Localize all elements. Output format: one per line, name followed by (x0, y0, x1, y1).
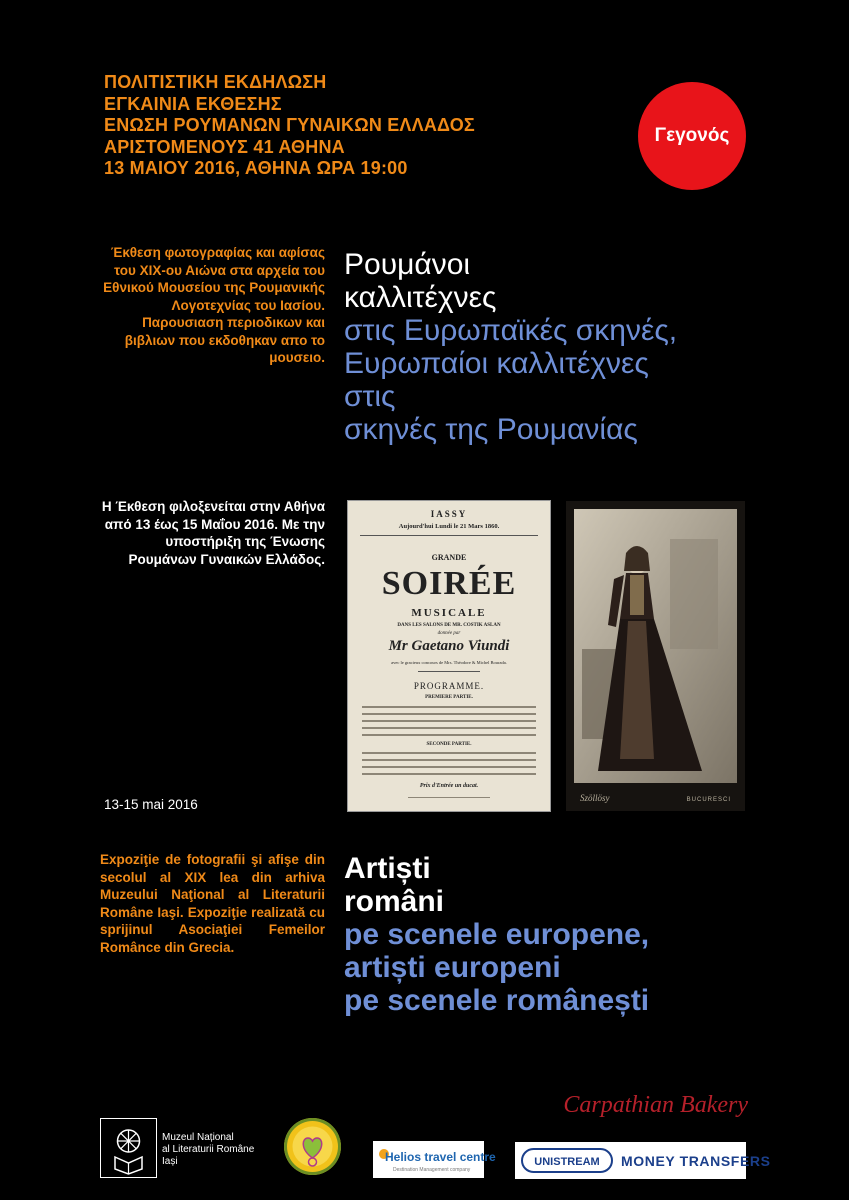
poster-text-line (362, 727, 536, 729)
helios-title: Helios travel centre (385, 1150, 496, 1164)
money-transfers-label: MONEY TRANSFERS (621, 1153, 771, 1169)
poster-text-line (362, 734, 536, 736)
greek-subtitle-line: στις (344, 380, 396, 413)
poster-musicale: MUSICALE (411, 607, 487, 619)
poster-text-line (362, 773, 536, 775)
museum-name-line: Muzeul Național (162, 1132, 234, 1143)
poster-seconde: SECONDE PARTIE. (426, 742, 472, 747)
portrait-card (574, 509, 737, 783)
romanian-subtitle-line: pe scenele românești (344, 984, 650, 1017)
poster-premiere: PREMIERE PARTIE. (425, 695, 473, 700)
poster-prix: Prix d'Entrée un ducat. (419, 783, 479, 789)
greek-exhibition-info: Η Έκθεση φιλοξενείται στην Αθήνα από 13 έως 15 Μαΐου 2016. Με την υποστήριξη της Ένωσης Ρουμάνων Γυναικών Ελλάδος. (101, 499, 325, 567)
romanian-subtitle-line: pe scenele europene, (344, 918, 650, 951)
event-badge-label: Γεγονός (654, 125, 730, 146)
poster-rule (418, 671, 480, 672)
museum-name-line: al Literaturii Române (162, 1144, 255, 1155)
header-line: ΠΟΛΙΤΙΣΤΙΚΗ ΕΚΔΗΛΩΣΗ (104, 72, 327, 92)
portrait-city: BUCURESCI (686, 797, 731, 803)
poster-text-line (362, 759, 536, 761)
romanian-description: Expoziţie de fotografii şi afişe din secolul al XIX lea din arhiva Muzeului Naţional al Literaturii Române Iaşi. Expoziţie realizată cu sprijinul Asociaţiei Femeilor Românce din Grecia. (100, 852, 325, 955)
header-line: ΕΝΩΣΗ ΡΟΥΜΑΝΩΝ ΓΥΝΑΙΚΩΝ ΕΛΛΑΔΟΣ (104, 115, 475, 135)
portrait-studio: Szöllösy (580, 793, 610, 803)
museum-logo-icon (100, 1118, 157, 1178)
carpathian-bakery-logo: Carpathian Bakery (563, 1092, 748, 1118)
greek-title-line: καλλιτέχνες (344, 281, 497, 314)
museum-name-line: Iași (162, 1156, 178, 1167)
poster-performer: Mr Gaetano Viundi (388, 638, 510, 654)
soiree-poster-image (348, 501, 550, 811)
unistream-wordmark: UNISTREAM (521, 1148, 613, 1173)
portrait-figure (574, 509, 737, 783)
unistream-logo (515, 1142, 771, 1179)
greek-title-line: Ρουμάνοι (344, 248, 471, 281)
greek-subtitle-line: στις Ευρωπαϊκές σκηνές, (344, 314, 678, 347)
poster-programme: PROGRAMME. (413, 681, 485, 691)
greek-description: Έκθεση φωτογραφίας και αφίσας του XIX-ου Αιώνα στα αρχεία του Εθνικού Μουσείου της Ρουμανικής Λογοτεχνίας του Ιασίου. Παρουσιαση περιοδικων και βιβλιων που εκδοθηκαν απο το μουσειο. (103, 245, 325, 365)
header-line: ΕΓΚΑΙΝΙΑ ΕΚΘΕΣΗΣ (104, 93, 282, 114)
event-badge (638, 82, 746, 190)
poster-text-line (362, 752, 536, 754)
header-line: ΑΡΙΣΤΟΜΕΝΟΥΣ 41 ΑΘΗΝΑ (104, 136, 345, 157)
exhibition-dates: 13-15 mai 2016 (104, 797, 198, 812)
romanian-title-line: Artiști (344, 852, 431, 885)
poster-text-line (362, 706, 536, 708)
romanian-title (344, 852, 784, 1017)
greek-title (344, 248, 764, 446)
poster-concours: avec le gracieux concours de Mrs. Théodore & Michel Bourada. (391, 660, 507, 665)
poster-salons: DANS LES SALONS DE MR. COSTIK ASLAN (397, 623, 501, 628)
poster-donnee: donnée par (437, 631, 461, 636)
poster-text-line (362, 766, 536, 768)
event-header (104, 72, 574, 180)
poster-dateline: Aujourd'hui Lundi le 21 Mars 1860. (398, 523, 500, 530)
poster-text-line (408, 797, 490, 798)
portrait-photo (566, 501, 745, 811)
poster-grande: GRANDE (431, 553, 467, 562)
poster-text-line (362, 713, 536, 715)
romanian-title-line: români (344, 885, 445, 918)
poster-city: IASSY (430, 509, 468, 519)
greek-subtitle-line: σκηνές της Ρουμανίας (344, 413, 638, 446)
poster-text-line (362, 720, 536, 722)
romanian-subtitle-line: artiști europeni (344, 951, 561, 984)
helios-travel-logo (373, 1141, 496, 1178)
womens-association-logo-icon (284, 1118, 341, 1175)
poster-rule (360, 535, 538, 536)
helios-subtitle: Destination Management company (393, 1167, 471, 1173)
poster-soiree: SOIRÉE (381, 565, 517, 602)
greek-subtitle-line: Ευρωπαίοι καλλιτέχνες (344, 347, 649, 380)
museum-name (162, 1132, 272, 1168)
header-line: 13 ΜΑΙΟΥ 2016, ΑΘΗΝΑ ΩΡΑ 19:00 (104, 158, 408, 178)
